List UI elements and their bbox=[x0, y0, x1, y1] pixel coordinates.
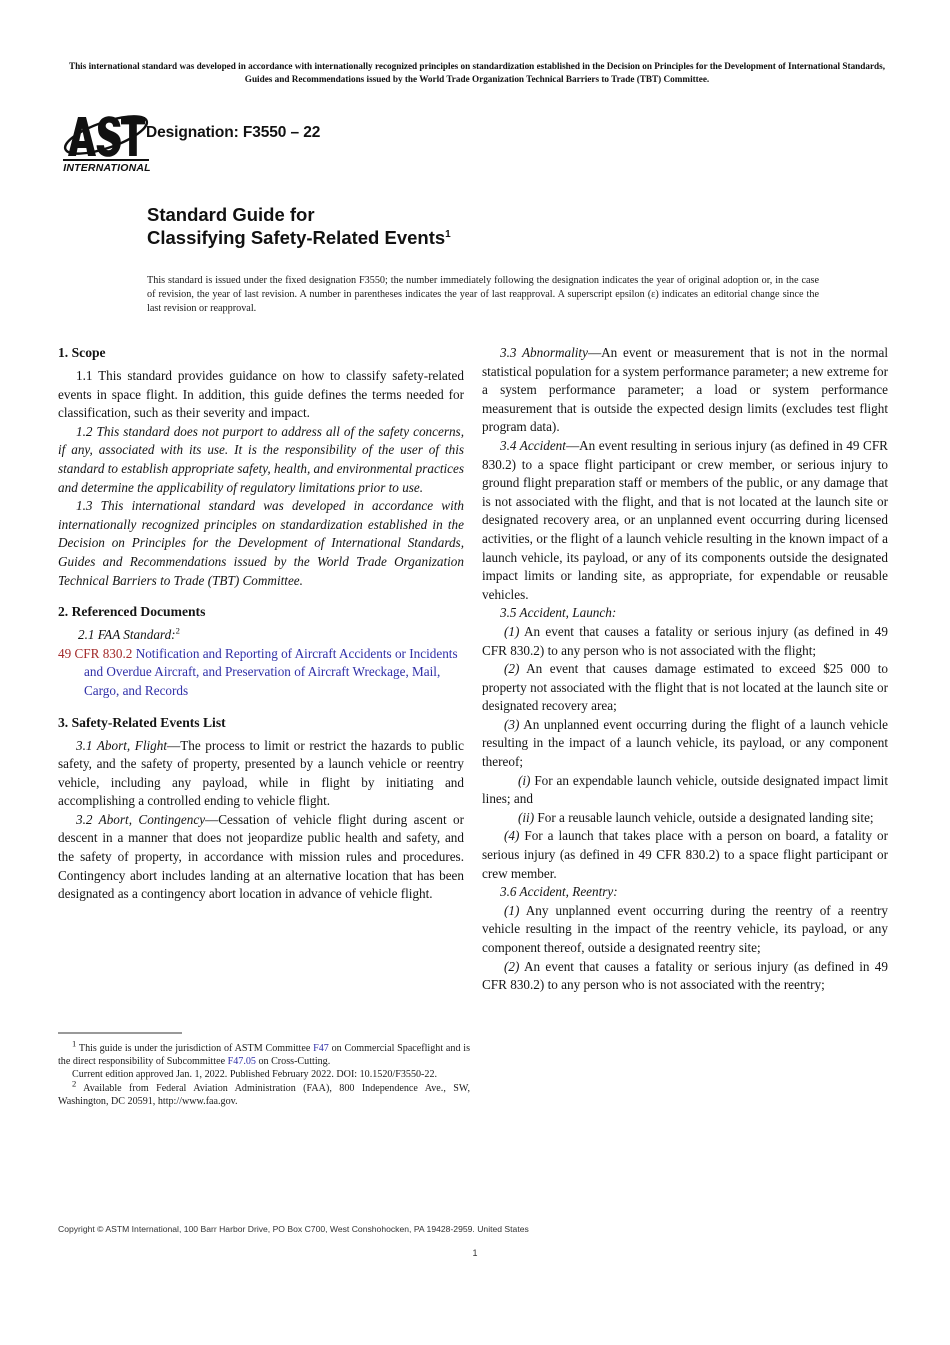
term-abort-contingency: 3.2 Abort, Contingency bbox=[76, 811, 206, 827]
designation-label: Designation: F3550 – 22 bbox=[146, 124, 321, 141]
tbt-header-note: This international standard was developed in accordance with internationally recognized principles on standardization established in the Decision on Principles for the Development of International Standards, Guides and Recommendations issued by the World Trade Organization Technical Barriers to Trade (TBT) Committee. bbox=[68, 61, 886, 84]
reference-id[interactable]: 49 CFR 830.2 bbox=[58, 645, 133, 661]
heading-referenced-documents: 2. Referenced Documents bbox=[58, 604, 206, 620]
logo-divider bbox=[63, 159, 149, 161]
item-number: (1) bbox=[504, 902, 520, 918]
paragraph-3-5-heading bbox=[482, 604, 888, 623]
logo-subtitle: INTERNATIONAL bbox=[63, 162, 151, 174]
definition-accident: —An event resulting in serious injury (as defined in 49 CFR 830.2) to a space flight participant or crew member, or serious injury to ground flight preparation staff or members of the public, or any damage that is not associated with the flight, and that is not located at the launch site or designated recovery area, or an unplanned event occurring during licensed activities, or the flight of a launch vehicle resulting in the known impact of a launch vehicle, its payload, or any of its components outside the designated impact limits or landing site, as appropriate, for expendable or reusable vehicles. bbox=[482, 437, 888, 602]
subcommittee-link-f47-05[interactable]: F47.05 bbox=[227, 1055, 256, 1067]
footnote-edition: Current edition approved Jan. 1, 2022. Published February 2022. DOI: 10.1520/F3550-22. bbox=[72, 1069, 438, 1081]
item-number: (3) bbox=[504, 716, 520, 732]
list-item-3-5-3-ii bbox=[482, 809, 888, 828]
paragraph-3-3 bbox=[482, 344, 888, 437]
item-text: For an expendable launch vehicle, outside designated impact limit lines; and bbox=[482, 772, 889, 807]
page-title bbox=[147, 203, 747, 249]
paragraph-1-3: 1.3 This international standard was developed in accordance with internationally recognized principles on standardization established in the Decision on Principles for the Development of International Standards, Guides and Recommendations issued by the World Trade Organization Technical Barriers to Trade (TBT) Committee. bbox=[58, 498, 464, 588]
item-number: (2) bbox=[504, 958, 520, 974]
item-text: An event that causes a fatality or serious injury (as defined in 49 CFR 830.2) to any person who is not associated with the flight; bbox=[482, 623, 888, 658]
footnote-2-marker: 2 bbox=[72, 1078, 77, 1089]
term-accident: 3.4 Accident bbox=[500, 437, 566, 453]
term-accident-reentry: 3.6 Accident, Reentry: bbox=[500, 884, 618, 900]
title-line-2: Classifying Safety-Related Events bbox=[147, 227, 446, 248]
list-item-3-5-3-i bbox=[482, 772, 888, 809]
item-number: (4) bbox=[504, 828, 520, 844]
footnote-1 bbox=[58, 1038, 471, 1069]
item-text: An unplanned event occurring during the flight of a launch vehicle resulting in the impact of a launch vehicle, its payload, or any component thereof; bbox=[482, 716, 888, 770]
item-number: (1) bbox=[504, 623, 520, 639]
footnote-2 bbox=[58, 1078, 470, 1109]
item-number: (ii) bbox=[518, 809, 535, 825]
list-item-3-6-2 bbox=[482, 958, 888, 995]
issued-under-note: This standard is issued under the fixed designation F3550; the number immediately following the designation indicates the year of original adoption or, in the case of revision, the year of last revision. A number in parentheses indicates the year of last reapproval. A superscript epsilon (ε) indicates an editorial change since the last revision or reapproval. bbox=[147, 275, 819, 315]
item-number: (2) bbox=[504, 661, 520, 677]
footnote-1-marker: 1 bbox=[72, 1038, 77, 1049]
page-number: 1 bbox=[472, 1248, 478, 1258]
footnote-divider bbox=[58, 1032, 182, 1034]
reference-entry-49-cfr-830-2[interactable] bbox=[58, 645, 464, 701]
faa-standard-footnote-marker: 2 bbox=[175, 625, 180, 636]
astm-logo bbox=[62, 112, 154, 176]
definition-abnormality: —An event or measurement that is not in the normal statistical population for a system performance parameter; a new extreme for a system performance parameter; a load or system performance measurement that is outside the expected design limits (excludes test flight program data). bbox=[482, 345, 888, 435]
term-abnormality: 3.3 Abnormality bbox=[500, 345, 588, 360]
item-number: (i) bbox=[518, 772, 531, 788]
footnote-1-part-1: This guide is under the jurisdiction of ASTM Committee bbox=[78, 1042, 314, 1054]
item-text: An event that causes a fatality or serious injury (as defined in 49 CFR 830.2) to any person who is not associated with the reentry; bbox=[482, 958, 888, 993]
term-accident-launch: 3.5 Accident, Launch: bbox=[500, 605, 617, 621]
heading-scope: 1. Scope bbox=[58, 345, 106, 360]
item-text: Any unplanned event occurring during the reentry of a reentry vehicle resulting in the impact of the reentry vehicle, its payload, or any component thereof, outside a designated reentry site; bbox=[482, 902, 888, 955]
paragraph-3-4 bbox=[482, 437, 888, 604]
footnote-2-text: Available from Federal Aviation Administration (FAA), 800 Independence Ave., SW, Washington, DC 20591, http://www.faa.gov. bbox=[58, 1082, 470, 1108]
heading-safety-related-events-list: 3. Safety-Related Events List bbox=[58, 714, 226, 730]
paragraph-1-2: 1.2 This standard does not purport to address all of the safety concerns, if any, associated with its use. It is the responsibility of the user of this standard to establish appropriate safety, health, and environmental practices and determine the applicability of regulatory limitations prior to use. bbox=[58, 423, 464, 495]
list-item-3-5-1 bbox=[482, 623, 888, 660]
title-footnote-marker: 1 bbox=[445, 228, 451, 240]
committee-link-f47[interactable]: F47 bbox=[313, 1042, 329, 1054]
reference-title[interactable]: Notification and Reporting of Aircraft Accidents or Incidents and Overdue Aircraft, and Preservation of Aircraft Wreckage, Mail, Cargo, and Records bbox=[84, 645, 458, 698]
astm-logo-mark-icon bbox=[62, 112, 150, 160]
paragraph-3-1 bbox=[58, 737, 464, 811]
definition-abort-flight: —The process to limit or restrict the hazards to public safety, and the safety of property, presented by a launch vehicle or reentry vehicle, including any payload, while in flight by initiating and accomplishing a controlled ending to vehicle flight. bbox=[58, 737, 464, 809]
list-item-3-5-4 bbox=[482, 827, 888, 883]
list-item-3-5-3 bbox=[482, 716, 888, 772]
left-column bbox=[58, 344, 464, 904]
copyright-notice: Copyright © ASTM International, 100 Barr Harbor Drive, PO Box C700, West Conshohocken, PA 19428-2959. United States bbox=[58, 1224, 529, 1234]
paragraph-2-1 bbox=[58, 626, 464, 645]
title-line-1: Standard Guide for bbox=[147, 204, 315, 225]
faa-standard-label: 2.1 FAA Standard: bbox=[78, 627, 176, 643]
list-item-3-5-2 bbox=[482, 660, 888, 716]
item-text: For a reusable launch vehicle, outside a designated landing site; bbox=[537, 809, 874, 825]
paragraph-3-6-heading bbox=[482, 883, 888, 902]
footnote-1-part-3: on Cross-Cutting. bbox=[255, 1055, 331, 1067]
definition-abort-contingency: —Cessation of vehicle flight during ascent or descent in a manner that does not jeopardize public health and safety, and the safety of property, in accordance with mission rules and procedures. Contingency abort includes landing at an alternative location that has been designated as a contingency abort location in advance of vehicle flight. bbox=[58, 811, 465, 902]
item-text: An event that causes damage estimated to exceed $25 000 to property not associated with the flight that is not located at the launch site or designated recovery area; bbox=[482, 661, 888, 714]
paragraph-1-1: 1.1 This standard provides guidance on how to classify safety-related events in space flight. In addition, this guide defines the terms needed for classification, such as their severity and impact. bbox=[58, 368, 464, 421]
term-abort-flight: 3.1 Abort, Flight bbox=[76, 737, 168, 753]
item-text: For a launch that takes place with a person on board, a fatality or serious injury (as defined in 49 CFR 830.2) to a space flight participant or crew member. bbox=[482, 828, 889, 881]
list-item-3-6-1 bbox=[482, 902, 888, 958]
footnote-1-part-2: on Commercial Spaceflight and is the direct responsibility of Subcommittee bbox=[58, 1042, 471, 1067]
footnotes-block bbox=[58, 1032, 470, 1109]
right-column bbox=[482, 344, 888, 995]
paragraph-3-2 bbox=[58, 811, 464, 904]
